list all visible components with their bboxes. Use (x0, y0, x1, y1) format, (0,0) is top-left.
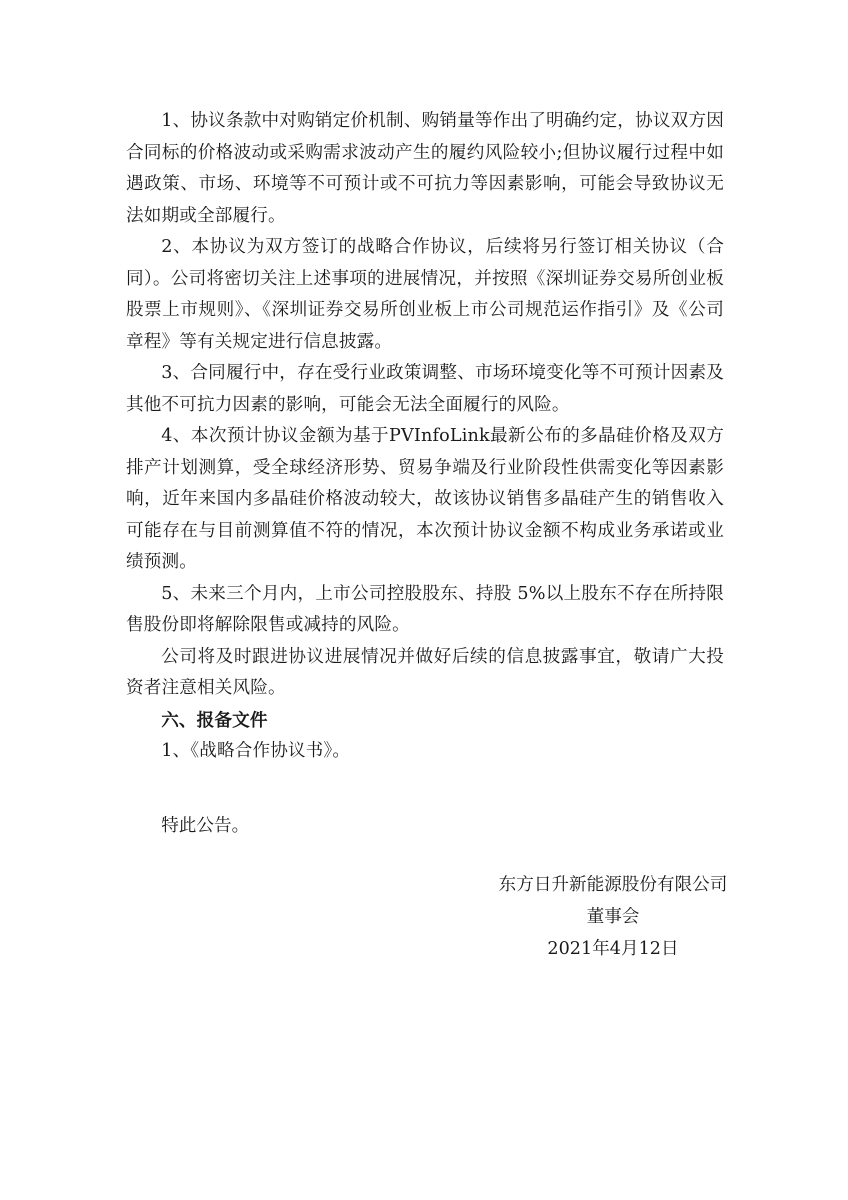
closing-statement: 特此公告。 (161, 816, 250, 836)
risk-paragraph-2: 2、本协议为双方签订的战略合作协议，后续将另行签订相关协议（合同）。公司将密切关注上述事项的进展情况，并按照《深圳证券交易所创业板股票上市规则》、《深圳证券交易所创业板上市公司规范运作指引》及《公司章程》等有关规定进行信息披露。 (126, 237, 724, 352)
filed-document-item: 1、《战略合作协议书》。 (161, 741, 351, 761)
board-name: 董事会 (586, 907, 640, 927)
risk-paragraph-5: 5、未来三个月内，上市公司控股股东、持股 5%以上股东不存在所持限售股份即将解除限售或减持的风险。 (126, 583, 724, 635)
risk-paragraph-1: 1、协议条款中对购销定价机制、购销量等作出了明确约定，协议双方因合同标的价格波动或采购需求波动产生的履约风险较小;但协议履行过程中如遇政策、市场、环境等不可预计或不可抗力等因素影响，可能会导致协议无法如期或全部履行。 (126, 111, 724, 226)
risk-paragraph-3: 3、合同履行中，存在受行业政策调整、市场环境变化等不可预计因素及其他不可抗力因素的影响，可能会无法全面履行的风险。 (126, 363, 724, 415)
section-heading: 六、报备文件 (161, 709, 268, 731)
announcement-date: 2021年4月12日 (547, 939, 679, 959)
signature-block (470, 869, 756, 965)
closing-block (126, 811, 724, 841)
risk-paragraph-4: 4、本次预计协议金额为基于PVInfoLink最新公布的多晶硅价格及双方排产计划测算，受全球经济形势、贸易争端及行业阶段性供需变化等因素影响，近年来国内多晶硅价格波动较大，故该协议销售多晶硅产生的销售收入可能存在与目前测算值不符的情况，本次预计协议金额不构成业务承诺或业绩预测。 (126, 426, 724, 572)
investor-notice-paragraph: 公司将及时跟进协议进展情况并做好后续的信息披露事宜，敬请广大投资者注意相关风险。 (126, 646, 724, 698)
announcement-body (126, 106, 724, 768)
company-name: 东方日升新能源股份有限公司 (498, 875, 728, 895)
